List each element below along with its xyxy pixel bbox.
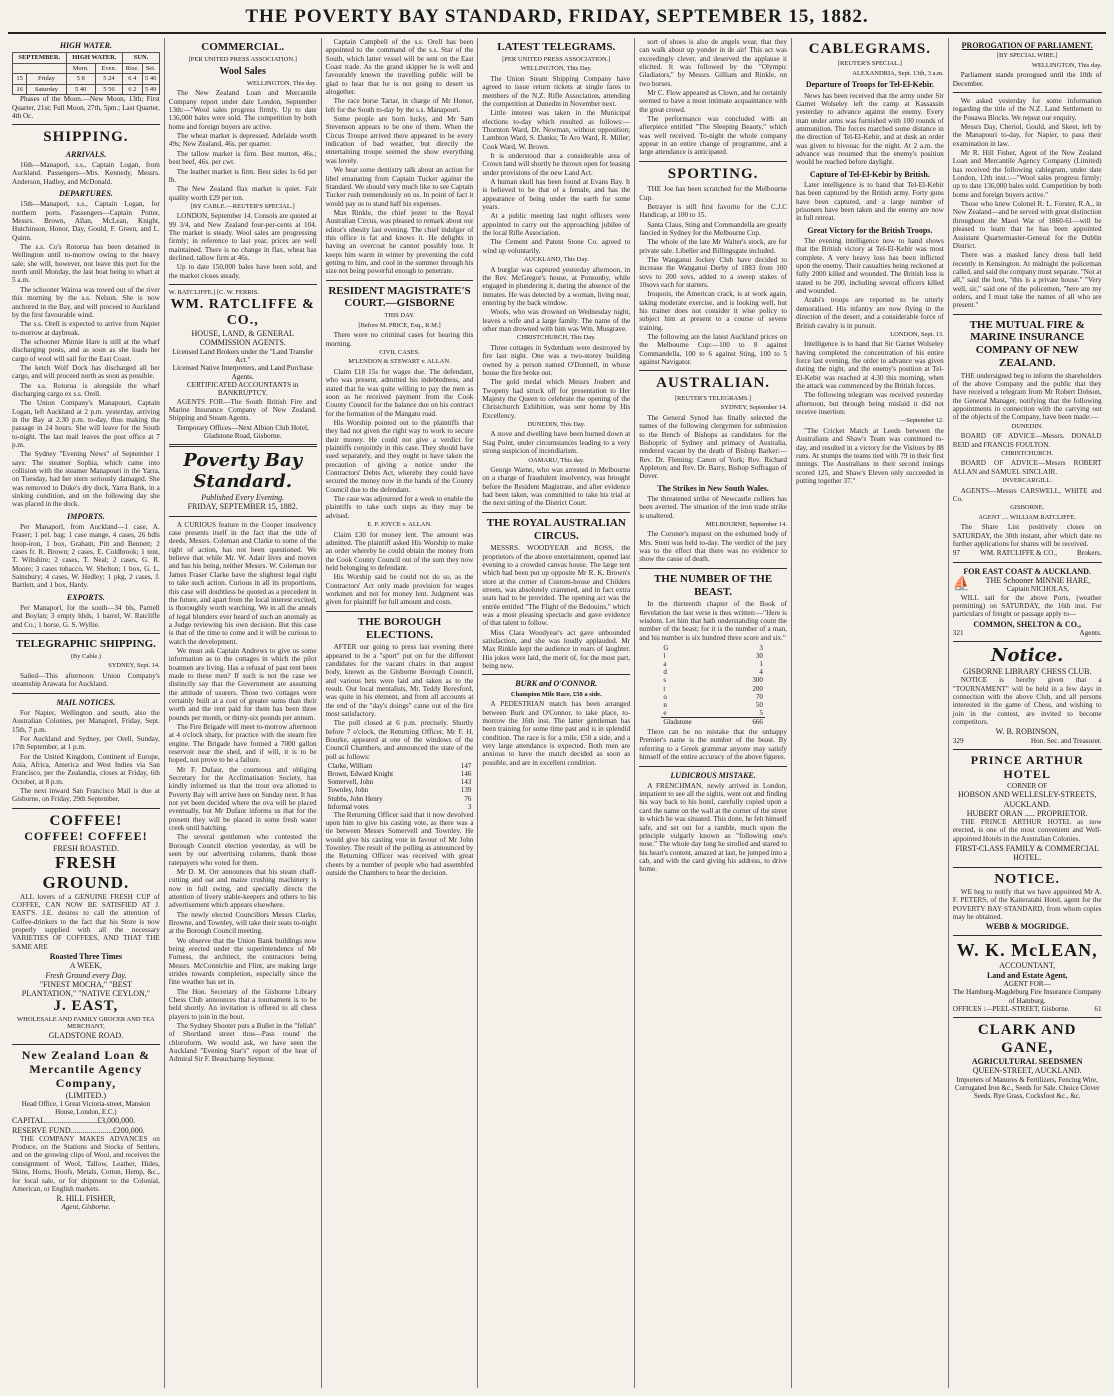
- departures-heading: DEPARTURES.: [58, 189, 113, 199]
- chess-notice: Notice. GISBORNE LIBRARY CHESS CLUB. NOTICE is hereby given that a "TOURNAMENT" will be held in a few days in connection with the above Club, and all persons interested in the game of Chess, and wishing to join in the contest, are invited to become competitors. W. B. ROBINSON, 329 Hon. Sec. and Treasurer.: [952, 645, 1102, 745]
- ship-icon: ⛵: [952, 576, 971, 592]
- mclean-ad: W. K. McLEAN, ACCOUNTANT, Land and Estate Agent, AGENT FOR— The Hamburg-Magdeburg Fire Insurance Company of Hamburg. OFFICES :—PEEL-STREET, Gisborne. 61: [952, 940, 1102, 1013]
- column-2: COMMERCIAL. [PER UNITED PRESS ASSOCIATION.] Wool Sales WELLINGTON, This day. The New Zealand Loan and Mercantile Company report under date London, September 13th:—"Wool sales progress firmly. Up to date 136,000 bales were sold. The competition by both home and foreign buyers are active. The wheat market is depressed. Adelaide worth 49s; New Zealand, 46s. per quarter. The tallow market is firm. Best mutton, 46s.; best beef, 46s. per cwt. The leather market is firm. Best sides 1s 6d per lb. The New Zealand flax market is quiet. Fair quality worth £29 per ton. [BY CABLE.—REUTER'S SPECIAL.] LONDON, September 14. Consols are quoted at 99 3/4, and New Zealand four-per-cents at 104. The market is steady. Wool sales are progressing firmly; in reference to last year, prices are well maintained. There is no change in flax, wheat has declined, tallow firm at 46s. Up to date 150,000 bales have been sold, and the market closes steady. W. RATCLIFFE.] [C. W. FERRIS. WM. RATCLIFFE & CO., HOUSE, LAND, & GENERAL COMMISSION AGENTS. Licensed Land Brokers under the "Land Transfer Act." Licensed Native Interpreters, and Land Purchase Agents. CERTIFICATED ACCOUNTANTS in BANKRUPTCY. AGENTS FOR—The South British Fire and Marine Insurance Company of New Zealand. Shipping and Steam Agents. Temporary Offices—Next Albion Club Hotel, Gladstone Road, Gisborne. Poverty Bay Standard. Published Every Evening. FRIDAY, SEPTEMBER 15, 1882. A CURIOUS feature in the Cooper insolvency case presents itself in the fact that the title of deeds, Messrs. Coleman and Clarke to some of the right of action, has not been questioned. We believe that while Mr. W. Adair lives and moves and has his being, neither Messrs. W. Coleman nor James Fraser Clarke have the slightest legal right to take such action. Curious in all its proportions, this case will doubtless be quoted as a precedent in the future, and apart from the local interest excited, is thoroughly worth watching. We in all the annals of legal blunders ever heard of such an anomaly as a Judge reviewing his own decision. But this case is that of the time to come and it will be curious to watch the development. We must ask Captain Andrews to give us some information as to the cottages in which the pilot boatmen are living. Has a refusal of past rent been made to these men? If such is not the case we distinctly say that the Government are assuming the attitude of usurers. Those two cottages were certainly built at a cost of greater sums than their worth and the rent paid for them has been three pounds per month, or thirty-six pounds per annum. The Fire Brigade will meet to-morrow afternoon at 4 o'clock sharp, for practice with the steam fire engine. The Brigade have formed a 7000 gallon reservoir near the shed, and if will, it is to be hoped, not prove to be a failure. Mr F. Dufaur, the courteous and obliging Secretary for the Acclimatisation Society, has kindly informed us that the trout ova allotted to Poverty Bay will arrive here on Sunday next. It has not yet been decided where the ova will be placed eventually, but Mr Dufaur informs us that for the present they will be placed in some fresh water creek until hatching. The several gentlemen who contested the Borough Council election yesterday, as will be seen by our advertising columns, thank those ratepayers who voted for them. Mr D. M. Orr announces that his steam chaff-cutting and oat and maize crushing machinery is now in full swing, and specially directs the attention of livery stable-keepers and others to his advertisement which appears elsewhere. The newly elected Councillors Messrs Clarke, Browne, and Townley, will take their seats to-night at the Borough Council meeting. We observe that the Union Bank buildings now being erected under the superintendence of Mr Furness, the architect, the contractors being Messrs. McConnichie and Flint, are making large strides towards completion, especially since the fine weather has set in. The Hon. Secretary of the Gisborne Library Chess Club announces that a tournament is to be held shortly. An invitation is offered to all chess players to join in the bout. The Sydney Shooter puts a Bullet in the "fellah" of Shortland street thus—Pass round the chloroform. We would ask, we have seen the Auckland "Evening Star's" report of the heat of Admiral Sir F. Beauchamp Seymour.: [165, 38, 322, 1388]
- circus-heading: THE ROYAL AUSTRALIAN CIRCUS.: [486, 516, 626, 542]
- table-row: Townley, John 139: [327, 786, 472, 795]
- nz-loan-ad: New Zealand Loan & Mercantile Agency Company, (LIMITED.) Head Office, 1 Great Victoria-street, Mansion House, London, E.C.) CAPITAL..........................£3,000,000. RESERVE FUND.....................£200,000. THE COMPANY MAKES ADVANCES on Produce, on the Stations and Stocks of Settlers, and on the growing clips of Wool, and receives the consignment of Wool, Tallow, Leather, Hides, Skins, Horns, Hoofs, Metals, Cotton, Hemp, &c., for local sale, or for shipment to the Colonial, American, or English markets. R. HILL FISHER, Agent, Gisborne.: [12, 1048, 160, 1212]
- high-water-table: SEPTEMBER. HIGH WATER. SUN. Morn. Even. Rise. Set. 15 Friday 5 8 5 24 6 4 5 46 16 Saturday 5 40 5 56 6 2 5 49: [12, 52, 160, 95]
- clark-gane-ad: CLARK AND GANE, AGRICULTURAL SEEDSMEN QUEEN-STREET, AUCKLAND. Importers of Manures & Fertilizers, Fencing Wire, Corrugated Iron &c., Seeds for Sale. Choice Clover Seeds. Rye Grass, Cocksfoot &c., &c.: [954, 1022, 1100, 1100]
- table-row: d 4: [663, 668, 763, 677]
- votes-table: [326, 762, 474, 811]
- masthead: THE POVERTY BAY STANDARD, FRIDAY, SEPTEMBER 15, 1882.: [8, 6, 1106, 34]
- column-5: sort of shoes is also de angels wear, that they can walk about up yonder in de air! This act was exceedingly clever, and deserved the applause it elicited. It was followed by the "Olympic Gladiators," by Messrs. Gilliam and Rinkle, on two horses. Mr C. Flow appeared as Clown, and he certainly seemed to have a most intimate acquaintance with the great crowd. The performance was concluded with an afterpiece entitled "The Sleeping Beauty," which was well received. To-night the whole company appear in an entire change of programme, and a large attendance is anticipated. SPORTING. THE Joe has been scratched for the Melbourne Cup. Betrayer is still first favorite for the C.J.C Handicap, at 100 to 15. Santa Claus, Sting and Commandella are greatly fancied in Sydney for the Melbourne Cup. The whole of the late Mr Walter's stock, are for private sale. Libeller and Billingsgate included. The Wanganui Jockey Club have decided to increase the Wanganui Derby of 1883 from 100 sovs to 200 sovs, added to a sweep stakes of 10sovs each for starters. Iroquois, the American crack, is at work again, taking moderate exercise, and is looking well, but his trainer does not consider it wise policy to subject him at present to a course of severe training. The following are the latest Auckland prices on the Melbourne Cup:—100 to 8 against Commandella, 100 to 6 against Sting, 100 to 5 against Navigator. AUSTRALIAN. [REUTER'S TELEGRAMS.] SYDNEY, September 14. The General Synod has finally selected the names of the following clergymen for submission to the Bench of Bishops as candidates for the Bishopric of Sydney and primacy of Australia, rendered vacant by the death of Bishop Barker:—Rev. Dr. Fleming; Canon of York; Rev. Richard Appleton; and Rev. Dr. Barry, Bishop Suffragan of Dover. The Strikes in New South Wales. The threatened strike of Newcastle colliers has been averted. The situation of the iron trade strike is unaltered. MELBOURNE, September 14. The Coroner's inquest on the exhumed body of Mrs. Stent was held to-day. The verdict of the jury was to the effect that there was no evidence to show the cause of death. THE NUMBER OF THE BEAST. In the thirteenth chapter of the Book of Revelation the last verse is thus written:—"Here is wisdom. Let him that hath understanding count the number of the beast; for it is the number of a man, and his number is six hundred three score and six." G 3 l 30 a 1 d 4 s 300 t 200 o 70 n 50 e 5 Gladstone 666 There can be no mistake that the unhappy Premier's name is the number of the beast. By referring to a Greek grammar anyone may satisfy himself of the entire accuracy of the above figures. LUDICROUS MISTAKE. A FRENCHMAN, newly arrived in London, impatient to see all the sights, went out and finding his way back to his hotel, carefully copied upon a card the name on the wall at the corner of the street in which he was situated. This done, he felt himself safe, and set out for a ramble, much upon the principle vulgarly known as "following one's nose." The whole day long he strolled and stared to his heart's content, amazed at last, he jumped into a cab, and with the card giving his address, to drive home.: [635, 38, 792, 1388]
- beast-heading: THE NUMBER OF THE BEAST.: [653, 572, 773, 598]
- table-row: a 1: [663, 660, 763, 669]
- commercial-heading: COMMERCIAL.: [201, 41, 285, 53]
- standard-title: Poverty Bay Standard. Published Every Evening. FRIDAY, SEPTEMBER 15, 1882.: [183, 450, 303, 512]
- column-6: CABLEGRAMS. [REUTER'S SPECIAL.] ALEXANDRIA, Sept. 13th, 3 a.m. Departure of Troops for Tel-El-Kebir. News has been received that the army under Sir Garnet Wolseley left the camp at Kassassin yesterday to advance against the enemy. Every man under arms was furnished with 100 rounds of ammunition. The forces marched some distance in the direction of Tel-El-Kebir, and at dusk an order was given to bivouac for the night. At 2 a.m. the advance was resumed that the enemy's position would be reached before daylight. Capture of Tel-El-Kebir by British. Later intelligence is to hand that Tel-El-Kebir has been captured by the British army. Forty guns have been captured, and a large number of prisoners have been taken and the enemy are now in full retreat. Great Victory for the British Troops. The evening intelligence now to hand shows that the British victory at Tel-El-Kebir was most complete. A very heavy loss has been inflicted upon the enemy. Their casualties being reckoned at fully 2000 killed and wounded. The British loss is stated to be 200, including several officers killed and wounded. Arabi's troops are reported to be utterly demoralised. His infantry are now flying in the direction of the desert, and a considerable force of British cavalry is in pursuit. LONDON, Sept. 13. Intelligence is to hand that Sir Garnet Wolseley having completed the concentration of his entire force last evening, the order to advance was given during the night, and the enemy's position at Tel-El-Kebir was reached at 4.30 this morning, when the attack was commenced by the British forces. The following telegram was received yesterday afternoon, but through being mislaid it did not receive insertion: —September 12. "The Cricket Match at Leeds between the Australians and Shaw's Team was continued to-day, and resulted in a victory for the Visitors by 88 runs. At stumps the teams tied with 79 in their first innings. The Australians in their second innings scored 125, and Shaw's Eleven only succeeded in putting together 37.": [792, 38, 949, 1388]
- newspaper-page: [8, 6, 1106, 1390]
- rm-court-heading: RESIDENT MAGISTRATE'S COURT.—GISBORNE: [328, 284, 471, 310]
- table-row: Informal votes 3: [327, 802, 472, 811]
- east-coast-ad: FOR EAST COAST & AUCKLAND. ⛵ THE Schooner MINNIE HARE, Captain NICHOLAS, WILL sail for the above Ports, (weather permitting) on SATURDAY, the 16th inst. For particulars of freight or passage apply to— COMMON, SHELTON & CO., 321 Agents.: [952, 566, 1102, 637]
- victory-heading: Great Victory for the British Troops.: [807, 225, 933, 235]
- table-row: G 3: [663, 644, 763, 653]
- troops-heading: Departure of Troops for Tel-El-Kebir.: [805, 80, 934, 90]
- table-row: Stubbs, John Henry 76: [327, 794, 472, 803]
- borough-elections-heading: THE BOROUGH ELECTIONS.: [357, 615, 442, 641]
- imports-heading: IMPORTS.: [67, 511, 105, 521]
- mail-notices-heading: MAIL NOTICES.: [56, 697, 116, 707]
- high-water-heading: HIGH WATER.: [59, 41, 112, 50]
- table-row: o 70: [663, 692, 763, 701]
- prorogation-text: Parliament stands prorogued until the 10th of December.: [952, 71, 1102, 88]
- hotel-ad: PRINCE ARTHUR HOTEL CORNER OF HOBSON AND WELLESLEY-STREETS, AUCKLAND. HUBERT ORAN ..... PROPRIETOR. THE PRINCE ARTHUR HOTEL as now erected, is one of the most convenient and Well-appointed Hotels in the Australian Colonies. FIRST-CLASS FAMILY & COMMERCIAL HOTEL.: [952, 753, 1102, 863]
- arrivals-heading: ARRIVALS.: [65, 149, 107, 159]
- table-row: 16 Saturday 5 40 5 56 6 2 5 49: [13, 84, 160, 95]
- column-3: Captain Campbell of the s.s. Orell has been appointed to the command of the s.s. Star of the South, which latter vessel will be sent on the East Coast trade. As the grand skipper he is well and favourably known the travelling public will be glad to hear that he is not going to desert us altogether. The race horse Tartar, in charge of Mr Honor, left for the South to-day by the s.s. Manapouri. Some people are born lucky, and Mr Sam Stevenson appears to be one of them. When the Circus Troupe arrived there appeared to be every indication of bad weather, but directly the entertaining troupe seemed the show everything was lovely. We hear some dentistry talk about an action for libel emanating from Captain Tucker against the Standard. We should very much like to see Captain Tucker rush tremendously on us. In point of fact it would pay us to stand half his expenses. Max Rinkle, the chief jester to the Royal Australian Circus, was pleased to remark about our editor's obesity last evening. The chief indulger of this office is fat and knows it. He delights in having an overcoat he cannot possibly lose. It keeps him warm in winter by preventing the cold getting to him, and cool in the summer through his size not being powerful enough to penetrate. RESIDENT MAGISTRATE'S COURT.—GISBORNE THIS DAY. [Before M. PRICE, Esq., R.M.] There were no criminal cases for hearing this morning. CIVIL CASES. M'LENDON & STEWART v. ALLAN. Claim £18 15s for wages due. The defendant, who was present, admitted his indebtedness, and stated that he was quite willing to pay the men as soon as he received payment from the Cook County Council for the balance due on his contract for the formation of the Mangatu road. His Worship pointed out to the plaintiffs that they had not given the right way to work to secure their money. He could not give a verdict for plaintiffs conjointly in this case. They should have sued separately, and they ought to have taken the precaution of giving a notice under the Contractors' Debts Act, whereby they could have secured the money now in the hands of the County Council due to the defendant. The case was adjourned for a week to enable the plaintiffs to take such steps as they may be advised. E. P. JOYCE v. ALLAN. Claim £30 for money lent. The amount was admitted. The plaintiff asked His Worship to make an order whereby he could obtain the money from the Cook County Council out of the sum they now held belonging to defendant. His Worship said he could not do so, as the Contractors' Act only made provision for wages workmen and not for money lent. Judgment was given for plaintiff for full amount and costs. THE BOROUGH ELECTIONS. AFTER our going to press last evening there appeared to be a "spurt" put on for the different candidates for the vacant chairs in that august body, known as the Gisborne Borough Council, and various bets were laid and taken as to the result. Our local mentalists, Mr. Teddy Beresford, was quite in his element, and from all accounts at the end of the "day's doings" came out of the fire most satisfactory. The poll closed at 6 p.m. precisely. Shortly before 7 o'clock, the Returning Officer, Mr F. H. Bourke, appeared at one of the windows of the Council Chambers, and announced the state of the poll as follows: Clarke, William 147 Brown, Edward Knight 146 Somervell, John 143 Townley, John 139 Stubbs, John Henry 76 Informal votes 3 The Returning Officer said that it now devolved upon him to give his casting vote, as there was a tie between Messrs Somervell and Townley. He would give his casting vote in favour of Mr John Townley. The result of the polling as announced by the Returning Officer was received with great cheers by a number of people who had assembled outside the Chambers to hear the decision.: [322, 38, 479, 1388]
- column-1: HIGH WATER. SEPTEMBER. HIGH WATER. SUN. Morn. Even. Rise. Set. 15 Friday 5 8 5 24 6 4 5 46 16 Saturday 5 40 5 56 6 2 5 49 Phases of the Moon.—New Moon, 13th; First Quarter, 21st; Full Moon, 27th, 5pm.; Last Quarter, 4th Oc. SHIPPING. ARRIVALS. 16th—Manaporl, s.s., Captain Logan, from Auckland. Passengers—Mrs. Kennedy, Messrs. Anderson, Hadley, and McDonald. DEPARTURES. 15th—Manaporl, s.s., Captain Logan, for northern ports. Passengers—Captain Potter, Messrs. Brown, Allan, McLean, Knight, Hutchinson, Honor, Day, Gould, F. Green, and L. Quinn. The s.s. Co's Rotorua has been detained in Wellington until to-morrow owing to the heavy sale; she will, however, not leave this port for the north until Monday, the last boat being to whart at 5 a.m. The schooner Wairoa was towed out of the river this morning by the s.s. Nelson. She is now anchored in the Bay, and will proceed to Auckland by the first favourable wind. The s.s. Orell is expected to arrive from Napier to-morrow at daybreak. The schooner Minnie Hare is still at the wharf discharging posts, and as soon as she loads her cargo of wool will sail for the East Coast. The ketch Wolf Dock has discharged all her cargo, and will proceed north as soon as possible. The s.s. Rotorua is alongside the wharf discharging cargo ex s.s. Orell. The Union Company's Manapouri, Captain Logan, left Auckland at 2 p.m. yesterday, arriving in the Bay at 2.30 p.m. to-day, thus making the passage in 24 hours. She will leave for the South to-night. The last mail leaves the post office at 7 p.m. The Sydney "Evening News" of September 1 says: The steamer Sophia, which came into collision with the steamer Manapouri in the Yarra, on Tuesday, had her stern seriously damaged. She was removed to Duke's dry dock, Yarra Bank, in a sinking condition, and on the following day she was placed in the dock. IMPORTS. Per Manaporl, from Auckland—1 case, A. Fraser; 1 pel. bag; 1 case mange, 4 cases, 26 bdls hoop-iron, 1 box, Graham, Pitt and Bennett; 2 cases fr. R. Brown; 2 cases, E. Coldbrook; 1 tent, T. Wiltshire; 2 cases, T. Neal; 2 cases, G. R. Moore; 3 cases tobacco, W. Shelton; 1 box, G. L. Sainsbury; 4 cases, W. Hedley; 1 pkg, 2 cases, J. Bartlett, and 1 box, Hardy. EXPORTS. Per Manaporl, for the south—34 bls, Parnell and Boylan; 3 empty hhds, 1 barrel, W. Ratcliffe and Co.; 1 horse, G. S. Wyllie. TELEGRAPHIC SHIPPING. (By Cable.) SYDNEY, Sept. 14. Sailed—This afternoon: Union Company's steamship Arawata for Auckland. MAIL NOTICES. For Napier, Wellington and south, also the Australian Colonies, per Manaporl, Friday, Sept. 15th, 7 p.m. For Auckland and Sydney, per Orell, Sunday, 17th September, at 1 p.m. For the United Kingdom, Continent of Europe, Asia, Africa, America and West Indies via San Francisco, per the Zealandia, closes at Friday, 6th October, at 8 p.m. The next inward San Francisco Mail is due at Gisborne, on Friday, 29th September. COFFEE! COFFEE! COFFEE! FRESH ROASTED. FRESH GROUND. ALL lovers of a GENUINE FRESH CUP of COFFEE, CAN NOW BE SATISFIED AT J. EAST'S. J.E. desires to call the attention of Coffee-drinkers to the fact that his Store is now properly supplied with all the necessary VARIETIES OF COFFEES, AND THAT THE SAME ARE Roasted Three Times A WEEK, Fresh Ground every Day. "FINEST MOCHA," "BEST PLANTATION," "NATIVE CEYLON," J. EAST, WHOLESALE AND FAMILY GROCER AND TEA MERCHANT, GLADSTONE ROAD. New Zealand Loan & Mercantile Agency Company, (LIMITED.) Head Office, 1 Great Victoria-street, Mansion House, London, E.C.) CAPITAL..........................£3,000,000. RESERVE FUND.....................£200,000. THE COMPANY MAKES ADVANCES on Produce, on the Stations and Stocks of Settlers, and on the growing clips of Wool, and receives the consignment of Wool, Tallow, Leather, Hides, Skins, Horns, Hoofs, Metals, Cotton, Hemp, &c., for local sale, or for shipment to the Colonial, American, or English markets. R. HILL FISHER, Agent, Gisborne.: [8, 38, 165, 1388]
- shipping-heading: SHIPPING.: [43, 129, 129, 146]
- beast-table: [661, 644, 764, 726]
- mutual-fire-heading: THE MUTUAL FIRE & MARINE INSURANCE COMPANY OF NEW ZEALAND.: [969, 318, 1085, 369]
- capture-heading: Capture of Tel-El-Kebir by British.: [809, 169, 930, 179]
- prorogation-heading: PROROGATION OF PARLIAMENT.: [961, 41, 1093, 50]
- cablegrams-heading: CABLEGRAMS.: [808, 41, 932, 57]
- table-row: Gladstone 666: [663, 718, 763, 727]
- column-7: PROROGATION OF PARLIAMENT. [BY SPECIAL WIRE.] WELLINGTON, This day. Parliament stands prorogued until the 10th of December. We asked yesterday for some information regarding the title of the N.Z. Land Settlement to the Pouawa Blocks. We repeat our enquiry. Messrs Day, Cheriol, Gould, and Skeet, left by the Manapouri to-day, for Napier, to pass their examination in law. Mr R. Hill Fisher, Agent of the New Zealand Loan and Mercantile Agency Company (Limited) has received the following cablegram, under date London, 12th inst.:—"Wool sales progress firmly; up to date 136,000 bales sold. Competition by both home and foreign buyers active." Those who knew Colonel R. L. Forster, R.A., in New Zealand—and he served with great distinction throughout the Maori War of 1860-61—will be pleased to learn that he has been appointed Assistant Quartermaster-General for the Dublin District. There was a masked fancy dress ball held recently in Kensington. At midnight the policeman called, and said the company must separate. "Not at all," said the host, "this is a private house." "Very well, sir," said one of the policemen, "here are my orders, and I must take the names of all who are present." THE MUTUAL FIRE & MARINE INSURANCE COMPANY OF NEW ZEALAND. THE undersigned beg to inform the shareholders of the above Company and the public that they have received a telegram from Mr Robert Dobson, the General Manager, notifying that the following appointments in connection with the carrying out of the objects of the Company, have been made:— DUNEDIN. BOARD OF ADVICE—Messrs. DONALD REID and FRANCIS FOULTON. CHRISTCHURCH. BOARD OF ADVICE—Messrs ROBERT ALLAN and SAMUEL SINCLAIR. INVERCARGILL. AGENTS—Messrs CARSWELL, WHITE and Co. GISBORNE. AGENT .... WILLIAM RATCLIFFE. The Share List positively closes on SATURDAY, the 30th instant, after which date no further applications for shares will be received. 97 WM. RATCLIFFE & CO., Brokers. FOR EAST COAST & AUCKLAND. ⛵ THE Schooner MINNIE HARE, Captain NICHOLAS, WILL sail for the above Ports, (weather permitting) on SATURDAY, the 16th inst. For particulars of freight or passage apply to— COMMON, SHELTON & CO., 321 Agents. Notice. GISBORNE LIBRARY CHESS CLUB. NOTICE is hereby given that a "TOURNAMENT" will be held in a few days in connection with the above Club, and all persons interested in the game of Chess, and wishing to join in the contest, are invited to become competitors. W. B. ROBINSON, 329 Hon. Sec. and Treasurer. PRINCE ARTHUR HOTEL CORNER OF HOBSON AND WELLESLEY-STREETS, AUCKLAND. HUBERT ORAN ..... PROPRIETOR. THE PRINCE ARTHUR HOTEL as now erected, is one of the most convenient and Well-appointed Hotels in the Australian Colonies. FIRST-CLASS FAMILY & COMMERCIAL HOTEL. NOTICE. WE beg to notify that we have appointed Mr A. F. PETERS, of the Kaiteratahi Hotel, agent for the POVERTY BAY STANDARD, from whom copies may be obtained. WEBB & MOGRIDGE. W. K. McLEAN, ACCOUNTANT, Land and Estate Agent, AGENT FOR— The Hamburg-Magdeburg Fire Insurance Company of Hamburg. OFFICES :—PEEL-STREET, Gisborne. 61 CLARK AND GANE, AGRICULTURAL SEEDSMEN QUEEN-STREET, AUCKLAND. Importers of Manures & Fertilizers, Fencing Wire, Corrugated Iron &c., Seeds for Sale. Choice Clover Seeds. Rye Grass, Cocksfoot &c., &c.: [952, 41, 1102, 1100]
- table-row: Clarke, William 147: [327, 762, 472, 771]
- table-row: e 5: [663, 708, 763, 717]
- table-row: s 300: [663, 676, 763, 685]
- table-row: 15 Friday 5 8 5 24 6 4 5 46: [13, 74, 160, 85]
- notice-ad: NOTICE. WE beg to notify that we have appointed Mr A. F. PETERS, of the Kaiteratahi Hotel, agent for the POVERTY BAY STANDARD, from whom copies may be obtained. WEBB & MOGRIDGE.: [952, 871, 1102, 932]
- coffee-ad: COFFEE! COFFEE! COFFEE! FRESH ROASTED. FRESH GROUND. ALL lovers of a GENUINE FRESH CUP of COFFEE, CAN NOW BE SATISFIED AT J. EAST'S. J.E. desires to call the attention of Coffee-drinkers to the fact that his Store is now properly supplied with all the necessary VARIETIES OF COFFEES, AND THAT THE SAME ARE Roasted Three Times A WEEK, Fresh Ground every Day. "FINEST MOCHA," "BEST PLANTATION," "NATIVE CEYLON," J. EAST, WHOLESALE AND FAMILY GROCER AND TEA MERCHANT, GLADSTONE ROAD.: [12, 812, 160, 1040]
- ludicrous-heading: LUDICROUS MISTAKE.: [670, 770, 756, 780]
- telegraphic-shipping-heading: TELEGRAPHIC SHIPPING.: [15, 638, 156, 651]
- australian-heading: AUSTRALIAN.: [656, 375, 771, 392]
- sporting-heading: SPORTING.: [667, 165, 759, 182]
- column-4: LATEST TELEGRAMS. [PER UNITED PRESS ASSOCIATION.] WELLINGTON, This Day. The Union Steam Shipping Company have agreed to issue return tickets at single fares to members of the N.Z. Rifle Association, attending the competition at Dunedin in November next. Little interest was taken in the Municipal elections to-day which resulted as follows:—Thornton Ward, Dr. Newman, without opposition; Lambton Ward, S. Danks; Te Aro Ward, R. Miller; Cook Ward, W. Brown. It is understood that a considerable area of Crown land will shortly be thrown open for leasing under provisions of the new Land Act. A human skull has been found at Evans Bay. It is believed to be that of a female, and has the appearance of being under the earth for some years. At a public meeting last night officers were appointed to carry out the approaching jubilee of the local Rifle Association. The Cement and Patent Stone Co. agreed to wind up voluntarily. AUCKLAND, This Day. A burglar was captured yesterday afternoon, in the Rev. McGregor's house, at Ponsonby, while engaged in plundering it, during the absence of the inmates. He was detected by a woman, living near, entering by the back window. Wools, who was drowned on Wednesday night, leaves a wife and a large family. The name of the other man drowned with him was Wm. Musgrave. CHRISTCHURCH, This Day. Three cottages in Sydenham were destroyed by fire last night. One was a two-storey building owned by a person named O'Donnell, in whose house the fire broke out. The gold medal which Messrs Joubert and Twopeny had struck off for presentation to Her Majesty the Queen to celebrate the opening of the Christchurch Exhibition, was sent home by His Excellency. DUNEDIN, This Day. A stove and dwelling have been burned down at Stag Point, under circumstances leading to a very strong suspicion of incendiarism. OAMARU, This day. George Warne, who was arrested in Melbourne on a charge of fraudulent insolvency, was brought before the Resident Magistrate, and after evidence had been taken, was committed to take his trial at the next sitting of the District Court. THE ROYAL AUSTRALIAN CIRCUS. MESSRS. WOODYEAR and ROSS, the proprietors of the above entertainment, opened last evening to a crowded canvas house. The large tent which had been put up opposite Mr R. K. Brown's store at the corner of Custom-house and Childers streets, was absolutely crammed, and in fact extra seats had to be provided. The opening act was the entrée entitled "The Flight of the Bedouins," which was a most pleasing spectacle and gave evidence of that talent to follow. Miss Clara Woodyear's act gave unbounded satisfaction, and she was loudly applauded. Mr Max Rinkle kept the audience in roars of laughter. His jokes were laid, the merit of, for the most part, being new. BURK and O'CONNOR. Champion Mile Race, £50 a side. A PEDESTRIAN match has been arranged between Burk and O'Connor, to take place, to-morrow the 16th inst. The latter gentleman has been training for some time past and is in splendid condition. The race is for a mile, £50 a side, and a very large attendance is expected. Both men are anxious to have the match decided as soon as possible, and are in excellent condition.: [478, 38, 635, 1388]
- strikes-heading: The Strikes in New South Wales.: [657, 483, 769, 493]
- wool-sales-heading: Wool Sales: [219, 66, 266, 78]
- latest-telegrams-heading: LATEST TELEGRAMS.: [497, 41, 616, 53]
- exports-heading: EXPORTS.: [66, 592, 105, 602]
- burk-oconnor-heading: BURK and O'CONNOR.: [515, 679, 598, 689]
- table-row: n 50: [663, 700, 763, 709]
- table-row: Somervell, John 143: [327, 778, 472, 787]
- table-row: l 30: [663, 652, 763, 661]
- table-row: Brown, Edward Knight 146: [327, 770, 472, 779]
- table-row: t 200: [663, 684, 763, 693]
- moon-note: Phases of the Moon.—New Moon, 13th; First Quarter, 21st; Full Moon, 27th, 5pm.; Last Quarter, 4th Oc.: [12, 95, 160, 121]
- ratcliffe-ad: W. RATCLIFFE.] [C. W. FERRIS. WM. RATCLIFFE & CO., HOUSE, LAND, & GENERAL COMMISSION AGENTS. Licensed Land Brokers under the "Land Transfer Act." Licensed Native Interpreters, and Land Purchase Agents. CERTIFICATED ACCOUNTANTS in BANKRUPTCY. AGENTS FOR—The South British Fire and Marine Insurance Company of New Zealand. Shipping and Steam Agents. Temporary Offices—Next Albion Club Hotel, Gladstone Road, Gisborne.: [168, 289, 317, 441]
